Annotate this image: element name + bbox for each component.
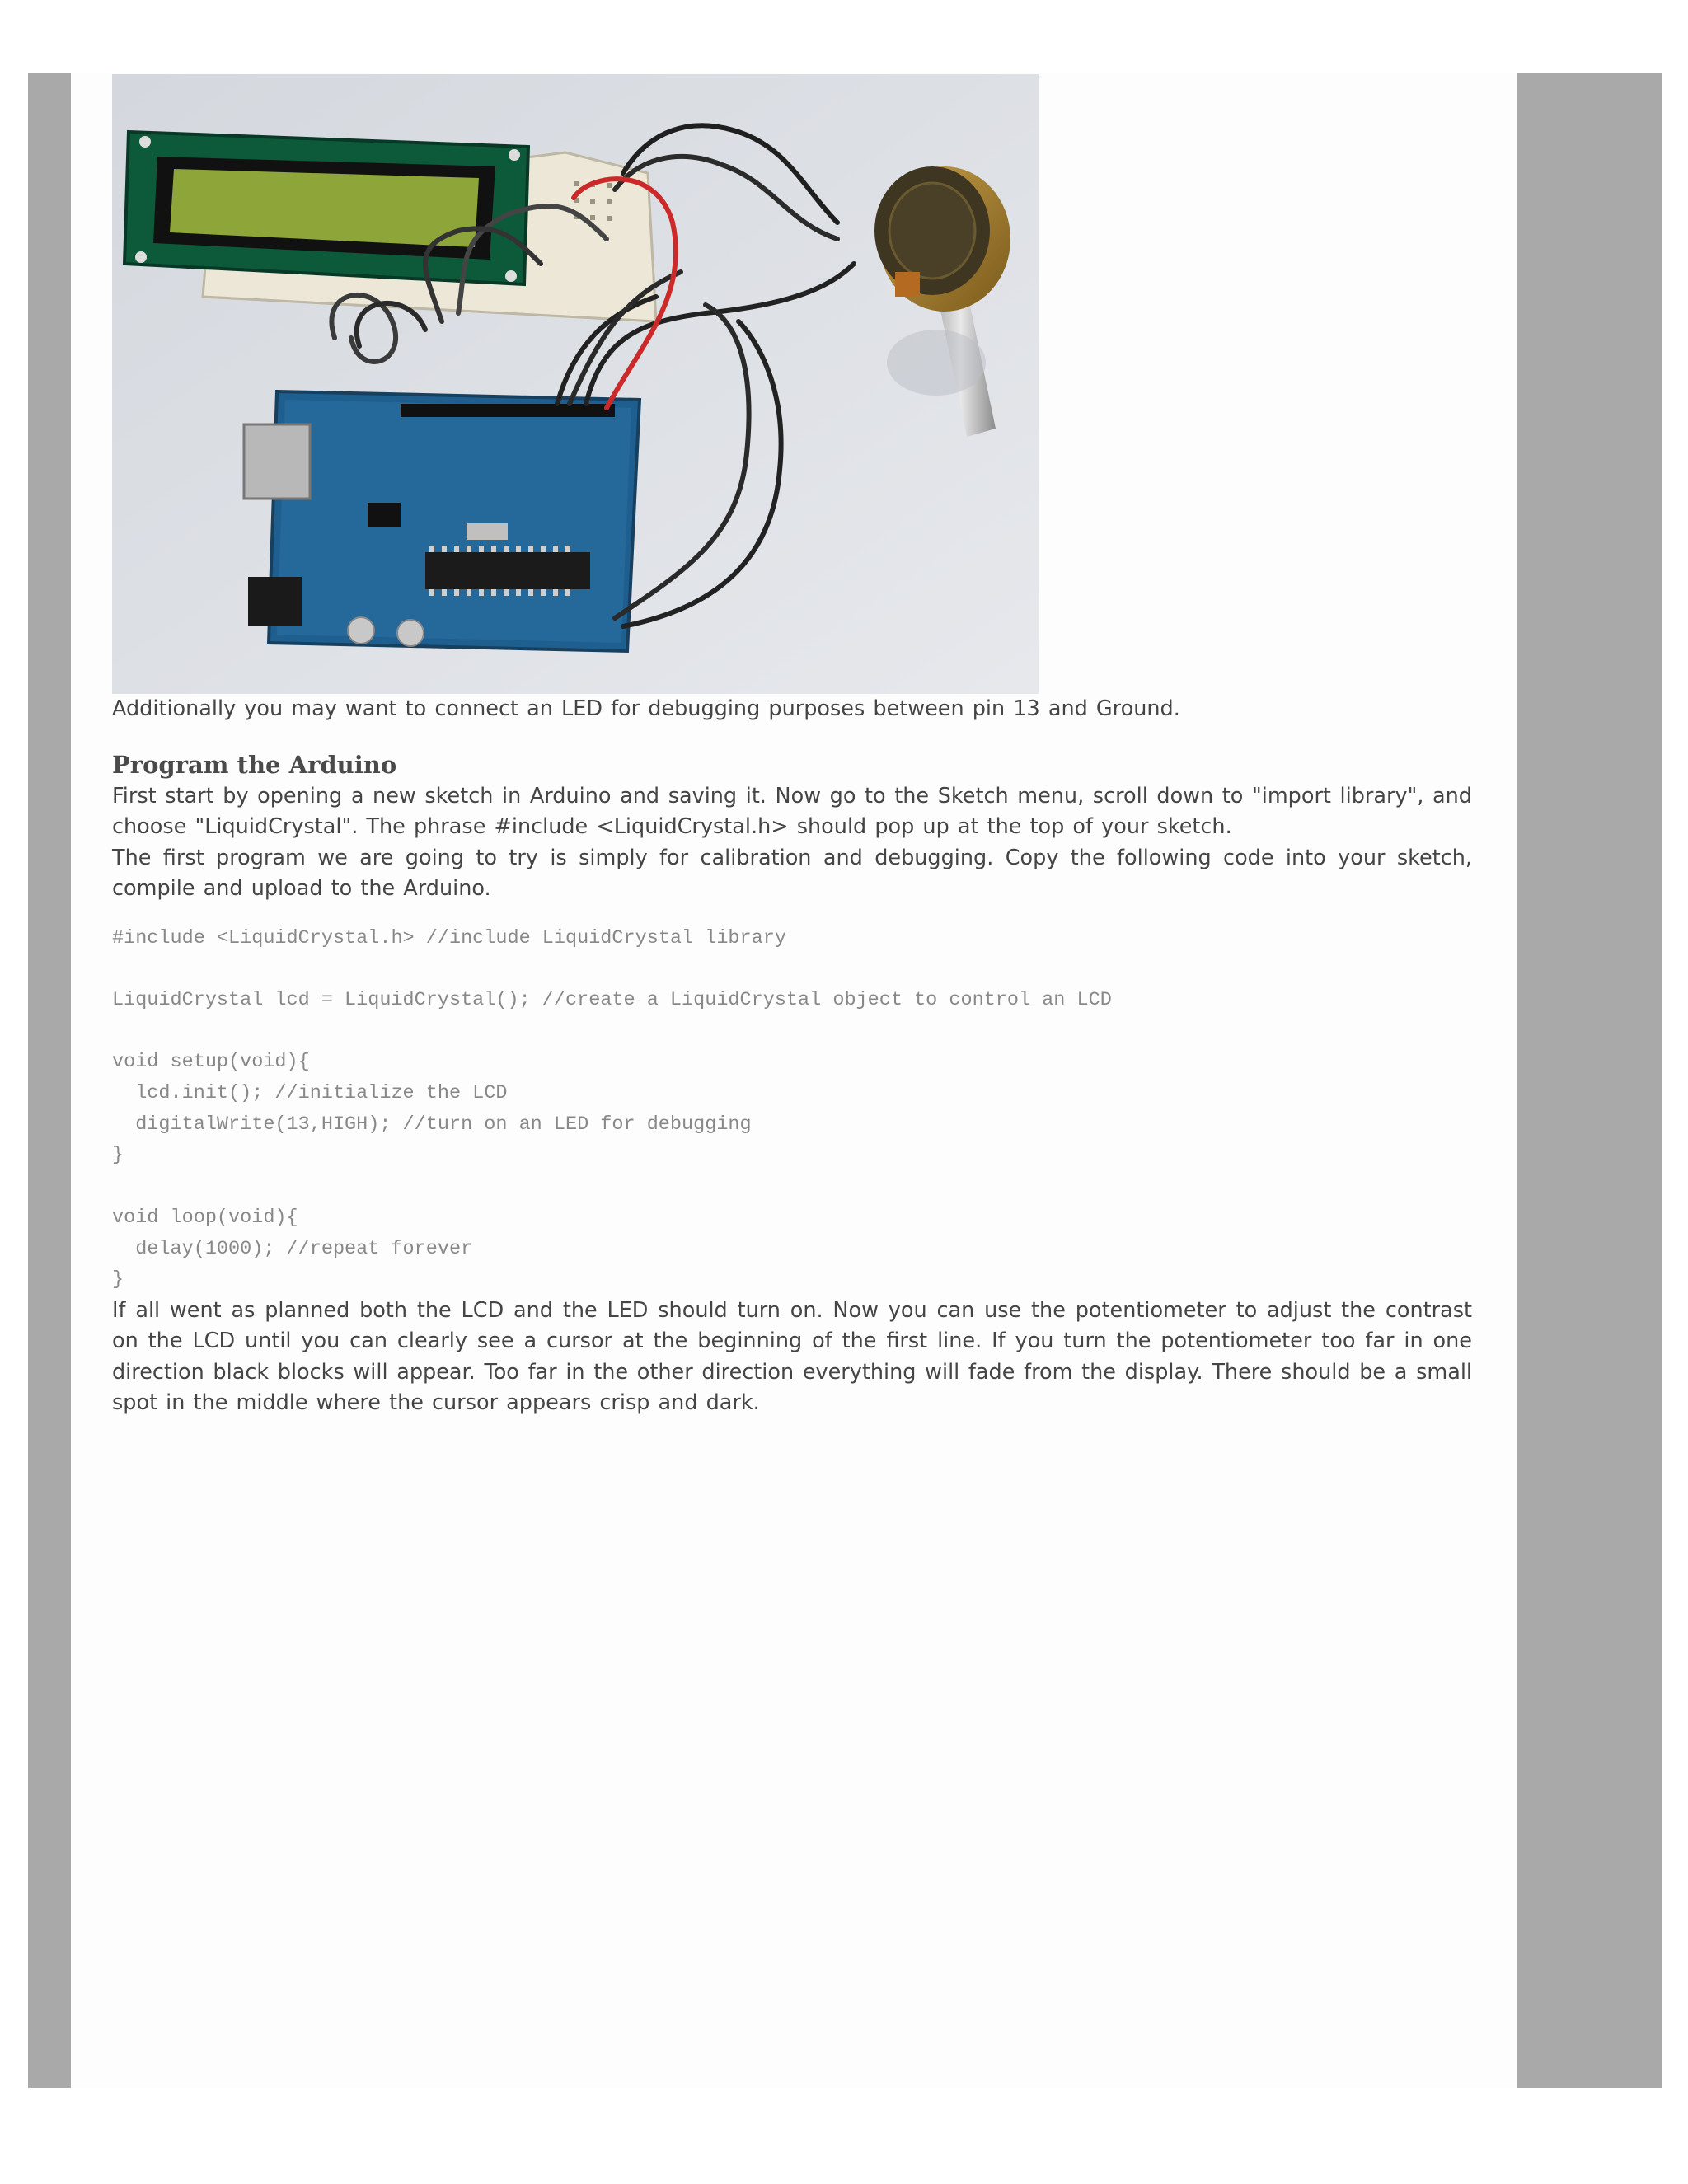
code-block: #include <LiquidCrystal.h> //include LiquidCrystal library LiquidCrystal lcd = LiquidCrystal(); //create a LiquidCrystal object to control an LCD void setup(void){ lcd.init(); //initialize the LCD digitalWrite(13,HIGH); //turn on an LED for debugging } void loop(void){ delay(1000); //repeat forever } [112,926,1112,1291]
result-paragraph: If all went as planned both the LCD and the LED should turn on. Now you can use the potentiometer to adjust the contrast on the LCD until you can clearly see a cursor at the beginning of the first line. If you turn the potentiometer too far in one direction black blocks will appear. Too far in the other direction everything will fade from the display. There should be a small spot in the middle where the cursor appears crisp and dark. [112,1297,1472,1416]
first-program-paragraph: The first program we are going to try is simply for calibration and debugging. Copy the following code into your sketch, compile and upload to the Arduino. [112,845,1472,901]
right-gutter [1517,73,1662,2088]
first-start-paragraph: First start by opening a new sketch in Arduino and saving it. Now go to the Sketch menu, scroll down to "import library", and choose "LiquidCrystal". The phrase #include <LiquidCrystal.h> should pop up at the top of your sketch. [112,783,1472,839]
section-title: Program the Arduino [112,750,397,779]
article-content [112,74,1472,1419]
led-paragraph: Additionally you may want to connect an LED for debugging purposes between pin 13 and Ground. [112,696,1180,721]
left-gutter [28,73,71,2088]
arduino-lcd-photo [112,74,1039,694]
